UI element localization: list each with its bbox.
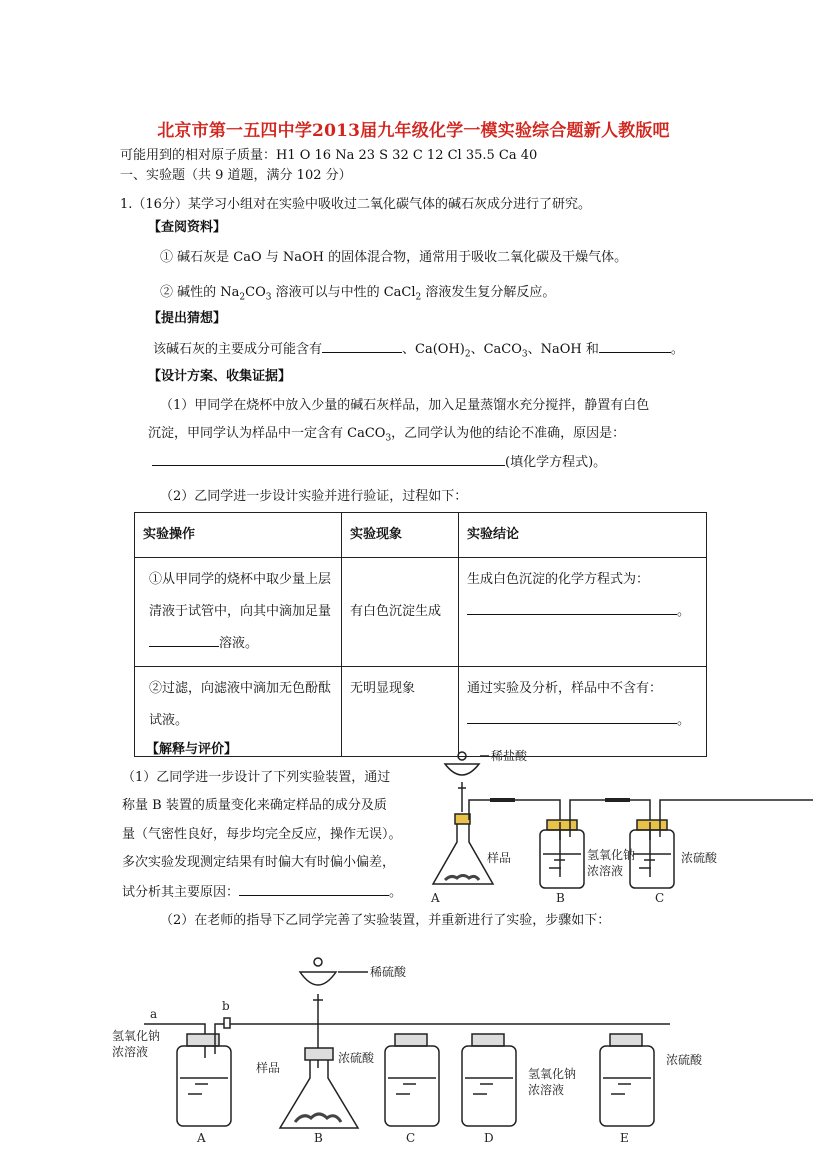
eval1-line1: （1）乙同学进一步设计了下列实验装置，通过 — [122, 770, 391, 785]
table-header-row — [135, 513, 707, 558]
bottle-a — [177, 1034, 231, 1126]
fig2-port-b: b — [222, 999, 230, 1013]
fig2-naoh-label-1: 氢氧化钠 — [112, 1029, 161, 1043]
eval1-line5: 试分析其主要原因： 。 — [122, 882, 402, 902]
question-1-intro: 1.（16分）某学习小组对在实验中吸收过二氧化碳气体的碱石灰成分进行了研究。 — [120, 197, 591, 212]
eval1-line3: 量（气密性良好，每步均完全反应，操作无误）。 — [122, 827, 402, 842]
table-cell: 有白色沉淀生成 — [342, 558, 459, 667]
eval2-line: （2）在老师的指导下乙同学完善了实验装置，并重新进行了实验，步骤如下： — [160, 913, 611, 928]
guess-line: 该碱石灰的主要成分可能含有 、$Ca(OH)_2$、CaCO$_3$、NaOH 和 。 — [153, 339, 684, 364]
table-row — [135, 558, 707, 667]
fact-1: ① 碱石灰是 CaO 与 NaOH 的固体混合物，通常用于吸收二氧化碳及干燥气体。 — [160, 250, 628, 265]
lookup-heading: 【查阅资料】 — [148, 220, 227, 235]
fig2-letter-c: C — [406, 1131, 416, 1145]
fact-2: ② 碱性的 $Na_2CO_3$ 溶液可以与中性的 CaCl$_2$ 溶液发生复分解反应。 — [160, 285, 556, 303]
answer-blank[interactable] — [467, 601, 677, 615]
answer-blank[interactable] — [149, 633, 219, 647]
fig2-sample-label: 样品 — [256, 1061, 281, 1075]
answer-blank[interactable] — [239, 882, 389, 896]
fig1-letter-b: B — [556, 891, 565, 902]
fig2-letter-d: D — [484, 1131, 494, 1145]
table-cell: 生成白色沉淀的化学方程式为： 。 — [459, 558, 707, 667]
fig2-letter-b: B — [314, 1131, 323, 1145]
part1-line3: (填化学方程式)。 — [152, 452, 606, 472]
fig1-acid-label: 浓硫酸 — [681, 851, 718, 865]
fig2-naoh-d-label-2: 浓溶液 — [528, 1083, 565, 1097]
answer-blank[interactable] — [467, 710, 677, 724]
bottle-b — [540, 820, 584, 888]
eval1-line4: 多次实验发现测定结果有时偏大有时偏小偏差， — [122, 855, 396, 870]
table-cell: 无明显现象 — [342, 667, 459, 757]
fig2-naoh-d-label-1: 氢氧化钠 — [528, 1067, 577, 1081]
table-cell: ①从甲同学的烧杯中取少量上层清液于试管中，向其中滴加足量溶液。 — [135, 558, 342, 667]
part1-line1: （1）甲同学在烧杯中放入少量的碱石灰样品，加入足量蒸馏水充分搅拌，静置有白色 — [160, 398, 650, 413]
bottle-d — [462, 1034, 516, 1126]
bottle-e — [600, 1034, 654, 1126]
bottle-c — [630, 820, 674, 888]
flask-a — [433, 814, 493, 884]
apparatus-figure-2 — [110, 948, 710, 1148]
design-heading: 【设计方案、收集证据】 — [148, 369, 292, 384]
fig1-sample-label: 样品 — [487, 851, 512, 865]
fig1-letter-a: A — [431, 891, 440, 902]
guess-heading: 【提出猜想】 — [148, 311, 227, 326]
table-header: 实验现象 — [342, 513, 459, 558]
fig1-naoh-label-2: 浓溶液 — [587, 864, 624, 878]
separatory-funnel — [445, 752, 479, 812]
section-heading: 一、实验题（共 9 道题，满分 102 分） — [120, 168, 352, 183]
answer-blank[interactable] — [322, 339, 402, 353]
fig2-acid-label-e: 浓硫酸 — [666, 1053, 703, 1067]
table-cell: ②过滤，向滤液中滴加无色酚酞试液。 — [135, 667, 342, 757]
document-title: 北京市第一五四中学2013届九年级化学一模实验综合题新人教版吧 — [157, 121, 670, 141]
part2-intro: （2）乙同学进一步设计实验并进行验证，过程如下： — [160, 489, 468, 504]
bottle-c — [385, 1034, 439, 1126]
fig1-letter-c: C — [655, 891, 665, 902]
part1-line2: 沉淀，甲同学认为样品中一定含有 CaCO$_3$，乙同学认为他的结论不准确，原因是： — [148, 426, 626, 444]
fig2-funnel-label: 稀硫酸 — [370, 965, 407, 979]
fig2-naoh-label-2: 浓溶液 — [112, 1045, 149, 1059]
fig2-port-a: a — [150, 1007, 158, 1021]
answer-blank[interactable] — [152, 452, 505, 466]
table-cell: 通过实验及分析，样品中不含有： 。 — [459, 667, 707, 757]
eval1-line2: 称量 B 装置的质量变化来确定样品的成分及质 — [122, 798, 387, 813]
apparatus-figure-1 — [425, 742, 815, 902]
answer-blank[interactable] — [599, 339, 671, 353]
fig2-letter-e: E — [620, 1131, 629, 1145]
fig1-naoh-label-1: 氢氧化钠 — [587, 848, 636, 862]
table-header: 实验操作 — [135, 513, 342, 558]
fig2-letter-a: A — [197, 1131, 206, 1145]
experiment-table — [134, 512, 707, 757]
table-header: 实验结论 — [459, 513, 707, 558]
fig1-funnel-label: 稀盐酸 — [491, 749, 528, 763]
evaluation-heading: 【解释与评价】 — [146, 742, 238, 757]
fig2-acid-label-c: 浓硫酸 — [338, 1051, 375, 1065]
atomic-mass-line: 可能用到的相对原子质量：H1 O 16 Na 23 S 32 C 12 Cl 35.5 Ca 40 — [120, 148, 538, 163]
